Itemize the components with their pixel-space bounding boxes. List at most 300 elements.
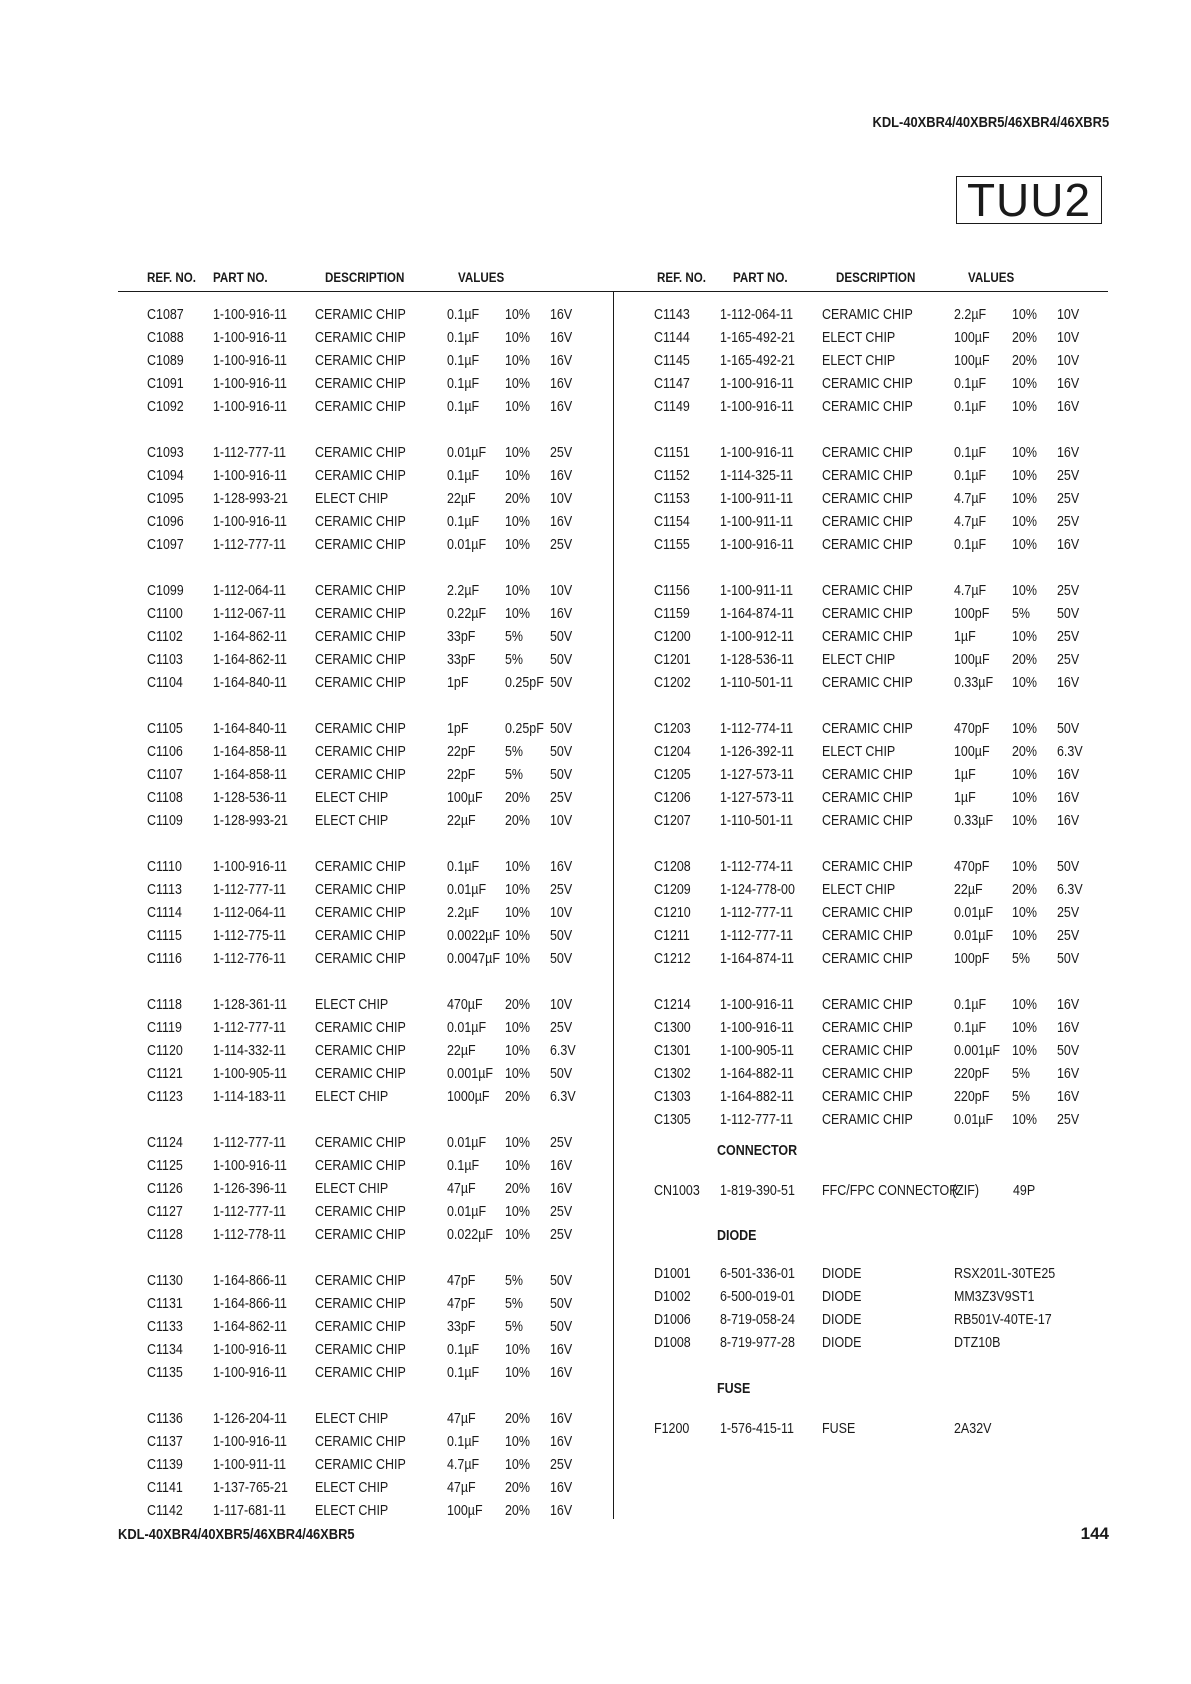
part-no: 1-164-866-11 xyxy=(213,1296,287,1312)
description: CERAMIC CHIP xyxy=(315,744,406,760)
part-no: 1-100-916-11 xyxy=(213,1434,287,1450)
tolerance: 10% xyxy=(1012,928,1037,944)
value: 0.001µF xyxy=(447,1066,494,1082)
description: ELECT CHIP xyxy=(315,1181,389,1197)
tolerance: 10% xyxy=(505,399,530,415)
value: 100µF xyxy=(447,1503,483,1519)
table-row xyxy=(0,1333,1191,1353)
tolerance: 5% xyxy=(505,1319,524,1335)
table-row xyxy=(147,1225,642,1245)
part-no: 1-100-916-11 xyxy=(720,376,794,392)
part-no: 1-100-916-11 xyxy=(720,997,794,1013)
table-row xyxy=(147,1202,642,1222)
table-row xyxy=(147,1156,642,1176)
table-row xyxy=(0,1310,1191,1330)
ref-no: C1204 xyxy=(654,744,691,760)
tolerance: 10% xyxy=(1012,491,1037,507)
table-row xyxy=(654,1064,1149,1084)
table-row xyxy=(654,673,1149,693)
part-no: 1-112-777-11 xyxy=(213,537,287,553)
table-row xyxy=(654,328,1149,348)
part-no: 1-164-862-11 xyxy=(213,1319,287,1335)
tolerance: 10% xyxy=(505,606,530,622)
value: RB501V-40TE-17 xyxy=(954,1312,1052,1328)
table-row xyxy=(654,351,1149,371)
description: CERAMIC CHIP xyxy=(315,951,406,967)
description: CERAMIC CHIP xyxy=(822,468,913,484)
rating: 25V xyxy=(1057,1112,1080,1128)
ref-no: C1119 xyxy=(147,1020,182,1036)
tolerance: 10% xyxy=(505,1158,530,1174)
description: ELECT CHIP xyxy=(315,997,389,1013)
ref-no: C1099 xyxy=(147,583,184,599)
value: 0.01µF xyxy=(954,1112,994,1128)
part-no: 1-112-774-11 xyxy=(720,721,794,737)
rating: 16V xyxy=(1057,376,1080,392)
part-no: 1-100-916-11 xyxy=(213,376,287,392)
part-no: 1-164-882-11 xyxy=(720,1066,794,1082)
description: DIODE xyxy=(822,1335,862,1351)
ref-no: C1203 xyxy=(654,721,691,737)
ref-no: C1143 xyxy=(654,307,690,323)
rating: 25V xyxy=(550,1135,573,1151)
ref-no: C1208 xyxy=(654,859,691,875)
ref-no: C1214 xyxy=(654,997,691,1013)
value: 1pF xyxy=(447,675,469,691)
part-no: 1-576-415-11 xyxy=(720,1421,794,1437)
part-no: 1-112-777-11 xyxy=(720,928,794,944)
part-no: 1-100-916-11 xyxy=(720,445,794,461)
rating: 25V xyxy=(1057,583,1080,599)
col-part-header-right: PART NO. xyxy=(733,270,788,285)
ref-no: C1131 xyxy=(147,1296,183,1312)
table-row xyxy=(147,489,642,509)
part-no: 1-110-501-11 xyxy=(720,813,794,829)
value: 1000µF xyxy=(447,1089,490,1105)
value: 4.7µF xyxy=(954,583,987,599)
tolerance: 10% xyxy=(505,353,530,369)
part-no: 1-164-874-11 xyxy=(720,606,794,622)
part-no: 1-112-776-11 xyxy=(213,951,287,967)
value: 220pF xyxy=(954,1089,990,1105)
rating: 16V xyxy=(550,1365,573,1381)
tolerance: 10% xyxy=(505,1020,530,1036)
part-no: 6-501-336-01 xyxy=(720,1266,795,1282)
description: CERAMIC CHIP xyxy=(315,537,406,553)
part-no: 1-100-916-11 xyxy=(720,399,794,415)
rating: 25V xyxy=(550,1020,573,1036)
part-no: 1-165-492-21 xyxy=(720,353,795,369)
ref-no: C1211 xyxy=(654,928,690,944)
rating: 50V xyxy=(550,1273,573,1289)
tolerance: 20% xyxy=(1012,353,1037,369)
part-no: 1-128-993-21 xyxy=(213,491,288,507)
value: 0.1µF xyxy=(954,376,987,392)
table-row xyxy=(147,627,642,647)
tolerance: 10% xyxy=(505,330,530,346)
value: 0.01µF xyxy=(447,537,487,553)
rating: 50V xyxy=(550,629,573,645)
col-ref-header-right: REF. NO. xyxy=(657,270,707,285)
rating: 16V xyxy=(550,399,573,415)
table-row xyxy=(654,926,1149,946)
part-no: 1-110-501-11 xyxy=(720,675,794,691)
col-desc-header: DESCRIPTION xyxy=(325,270,405,285)
ref-no: C1100 xyxy=(147,606,183,622)
value: DTZ10B xyxy=(954,1335,1001,1351)
table-row xyxy=(654,765,1149,785)
value: 47µF xyxy=(447,1480,476,1496)
tolerance: 5% xyxy=(1012,1089,1031,1105)
description: CERAMIC CHIP xyxy=(315,1066,406,1082)
tolerance: 20% xyxy=(505,491,530,507)
description: CERAMIC CHIP xyxy=(822,790,913,806)
part-no: 1-126-396-11 xyxy=(213,1181,287,1197)
table-row xyxy=(654,1087,1149,1107)
rating: 16V xyxy=(550,307,573,323)
description: CERAMIC CHIP xyxy=(315,330,406,346)
tolerance: 10% xyxy=(1012,1112,1037,1128)
part-no: 1-124-778-00 xyxy=(720,882,795,898)
tolerance: 10% xyxy=(1012,721,1037,737)
rating: 10V xyxy=(550,491,573,507)
tolerance: 20% xyxy=(505,1480,530,1496)
table-row xyxy=(654,811,1149,831)
description: CERAMIC CHIP xyxy=(315,882,406,898)
table-row xyxy=(147,512,642,532)
value: 0.1µF xyxy=(954,399,987,415)
table-row xyxy=(147,650,642,670)
tolerance: 5% xyxy=(505,652,524,668)
ref-no: D1001 xyxy=(654,1266,691,1282)
tolerance: 0.25pF xyxy=(505,721,544,737)
rating: 50V xyxy=(550,767,573,783)
table-row xyxy=(147,765,642,785)
part-no: 1-100-911-11 xyxy=(720,491,794,507)
part-no: 6-500-019-01 xyxy=(720,1289,795,1305)
tolerance: 10% xyxy=(1012,307,1037,323)
value: 0.01µF xyxy=(447,882,487,898)
tolerance: 10% xyxy=(505,1365,530,1381)
value: 100µF xyxy=(954,353,990,369)
tolerance: 10% xyxy=(505,1204,530,1220)
table-row xyxy=(147,903,642,923)
description: CERAMIC CHIP xyxy=(822,629,913,645)
table-row xyxy=(147,1041,642,1061)
value: 47pF xyxy=(447,1296,476,1312)
description: CERAMIC CHIP xyxy=(822,675,913,691)
table-row xyxy=(654,903,1149,923)
description: CERAMIC CHIP xyxy=(822,1020,913,1036)
tolerance: 5% xyxy=(505,1296,524,1312)
rating: 16V xyxy=(550,1181,573,1197)
description: ELECT CHIP xyxy=(822,330,896,346)
value: 0.022µF xyxy=(447,1227,494,1243)
tolerance: 10% xyxy=(1012,629,1037,645)
part-no: 1-117-681-11 xyxy=(213,1503,287,1519)
part-no: 1-164-882-11 xyxy=(720,1089,794,1105)
ref-no: C1205 xyxy=(654,767,691,783)
value: 0.001µF xyxy=(954,1043,1001,1059)
description: FFC/FPC CONNECTOR xyxy=(822,1183,959,1199)
rating: 25V xyxy=(1057,468,1080,484)
description: CERAMIC CHIP xyxy=(315,514,406,530)
part-no: 1-114-183-11 xyxy=(213,1089,287,1105)
rating: 10V xyxy=(550,997,573,1013)
tolerance: 10% xyxy=(1012,859,1037,875)
ref-no: C1120 xyxy=(147,1043,183,1059)
tolerance: 20% xyxy=(1012,330,1037,346)
table-row xyxy=(147,742,642,762)
tolerance: 10% xyxy=(1012,376,1037,392)
description: CERAMIC CHIP xyxy=(822,1066,913,1082)
ref-no: C1095 xyxy=(147,491,184,507)
tolerance: 20% xyxy=(505,1503,530,1519)
ref-no: C1124 xyxy=(147,1135,183,1151)
description: CERAMIC CHIP xyxy=(315,1319,406,1335)
description: CERAMIC CHIP xyxy=(315,629,406,645)
description: CERAMIC CHIP xyxy=(315,767,406,783)
description: CERAMIC CHIP xyxy=(315,1227,406,1243)
table-row xyxy=(654,742,1149,762)
value: 100pF xyxy=(954,606,990,622)
description: CERAMIC CHIP xyxy=(315,399,406,415)
ref-no: C1155 xyxy=(654,537,690,553)
table-row xyxy=(147,443,642,463)
description: CERAMIC CHIP xyxy=(315,1158,406,1174)
tolerance: 10% xyxy=(505,1457,530,1473)
board-name-box: TUU2 xyxy=(956,176,1102,224)
description: DIODE xyxy=(822,1312,862,1328)
part-no: 1-100-916-11 xyxy=(213,1342,287,1358)
tolerance: 10% xyxy=(1012,445,1037,461)
part-no: 1-128-993-21 xyxy=(213,813,288,829)
table-row xyxy=(654,880,1149,900)
tolerance: 20% xyxy=(505,813,530,829)
description: CERAMIC CHIP xyxy=(822,1043,913,1059)
ref-no: C1108 xyxy=(147,790,183,806)
ref-no: C1114 xyxy=(147,905,182,921)
model-footer: KDL-40XBR4/40XBR5/46XBR4/46XBR5 xyxy=(118,1526,355,1543)
value: 1pF xyxy=(447,721,469,737)
ref-no: C1154 xyxy=(654,514,690,530)
rating: 25V xyxy=(1057,491,1080,507)
description: CERAMIC CHIP xyxy=(315,652,406,668)
table-row xyxy=(654,604,1149,624)
description: CERAMIC CHIP xyxy=(315,905,406,921)
part-no: 8-719-977-28 xyxy=(720,1335,795,1351)
rating: 25V xyxy=(1057,629,1080,645)
part-no: 1-112-064-11 xyxy=(213,905,287,921)
table-row xyxy=(147,995,642,1015)
ref-no: C1144 xyxy=(654,330,690,346)
rating: 50V xyxy=(550,928,573,944)
description: CERAMIC CHIP xyxy=(315,1434,406,1450)
part-no: 1-100-916-11 xyxy=(213,307,287,323)
tolerance: 10% xyxy=(505,1135,530,1151)
ref-no: C1118 xyxy=(147,997,182,1013)
table-row xyxy=(0,1419,1191,1439)
description: CERAMIC CHIP xyxy=(822,399,913,415)
rating: 16V xyxy=(550,330,573,346)
part-no: 1-112-778-11 xyxy=(213,1227,287,1243)
value: RSX201L-30TE25 xyxy=(954,1266,1056,1282)
table-row xyxy=(147,880,642,900)
ref-no: C1123 xyxy=(147,1089,183,1105)
description: CERAMIC CHIP xyxy=(315,1365,406,1381)
rating: 50V xyxy=(550,675,573,691)
value: 0.1µF xyxy=(954,468,987,484)
description: CERAMIC CHIP xyxy=(822,445,913,461)
part-no: 1-164-862-11 xyxy=(213,652,287,668)
rating: 25V xyxy=(550,882,573,898)
table-row xyxy=(147,1363,642,1383)
part-no: 1-112-777-11 xyxy=(213,1204,287,1220)
rating: 10V xyxy=(1057,330,1080,346)
table-row xyxy=(654,857,1149,877)
ref-no: C1151 xyxy=(654,445,690,461)
value: 220pF xyxy=(954,1066,990,1082)
table-row xyxy=(654,1110,1149,1130)
col-ref-header: REF. NO. xyxy=(147,270,197,285)
table-row xyxy=(147,788,642,808)
tolerance: 10% xyxy=(505,468,530,484)
value: 1µF xyxy=(954,790,976,806)
description: CERAMIC CHIP xyxy=(822,997,913,1013)
table-row xyxy=(654,1041,1149,1061)
ref-no: C1137 xyxy=(147,1434,183,1450)
table-row xyxy=(147,466,642,486)
ref-no: C1115 xyxy=(147,928,182,944)
value: 1µF xyxy=(954,767,976,783)
description: CERAMIC CHIP xyxy=(822,905,913,921)
ref-no: C1300 xyxy=(654,1020,691,1036)
rating: 25V xyxy=(550,1227,573,1243)
rating: 50V xyxy=(1057,721,1080,737)
description: FUSE xyxy=(822,1421,856,1437)
rating: 50V xyxy=(550,951,573,967)
tolerance: 5% xyxy=(1012,1066,1031,1082)
ref-no: C1096 xyxy=(147,514,184,530)
rating: 50V xyxy=(550,744,573,760)
ref-no: C1153 xyxy=(654,491,690,507)
table-row xyxy=(654,397,1149,417)
tolerance: 20% xyxy=(505,1089,530,1105)
rating: 16V xyxy=(1057,767,1080,783)
part-no: 1-100-911-11 xyxy=(720,583,794,599)
tolerance: 20% xyxy=(505,1411,530,1427)
value: 0.1µF xyxy=(447,399,480,415)
ref-no: D1006 xyxy=(654,1312,691,1328)
part-no: 1-126-392-11 xyxy=(720,744,794,760)
tolerance: 10% xyxy=(1012,1043,1037,1059)
part-no: 1-112-774-11 xyxy=(720,859,794,875)
value: MM3Z3V9ST1 xyxy=(954,1289,1035,1305)
table-row xyxy=(654,374,1149,394)
part-no: 1-100-905-11 xyxy=(213,1066,287,1082)
rating: 16V xyxy=(1057,1020,1080,1036)
ref-no: C1109 xyxy=(147,813,183,829)
rating: 6.3V xyxy=(550,1089,576,1105)
description: CERAMIC CHIP xyxy=(315,721,406,737)
table-row xyxy=(147,949,642,969)
value: 0.1µF xyxy=(447,1342,480,1358)
ref-no: C1121 xyxy=(147,1066,183,1082)
part-no: 1-819-390-51 xyxy=(720,1183,795,1199)
table-row xyxy=(654,1018,1149,1038)
table-row xyxy=(147,374,642,394)
ref-no: C1147 xyxy=(654,376,690,392)
rating: 16V xyxy=(550,353,573,369)
ref-no: D1002 xyxy=(654,1289,691,1305)
tolerance: 10% xyxy=(505,583,530,599)
part-no: 1-114-332-11 xyxy=(213,1043,287,1059)
table-row xyxy=(654,581,1149,601)
table-row xyxy=(654,719,1149,739)
ref-no: C1210 xyxy=(654,905,691,921)
part-no: 1-127-573-11 xyxy=(720,767,794,783)
rating: 16V xyxy=(550,606,573,622)
rating: 16V xyxy=(1057,1066,1080,1082)
ref-no: C1105 xyxy=(147,721,183,737)
tolerance: 10% xyxy=(505,905,530,921)
diode-section-title: DIODE xyxy=(717,1228,757,1244)
model-header: KDL-40XBR4/40XBR5/46XBR4/46XBR5 xyxy=(872,114,1109,131)
part-no: 1-164-866-11 xyxy=(213,1273,287,1289)
part-no: 1-100-916-11 xyxy=(213,399,287,415)
value: 0.1µF xyxy=(447,1158,480,1174)
description: CERAMIC CHIP xyxy=(822,514,913,530)
part-no: 1-112-777-11 xyxy=(213,1135,287,1151)
part-no: 1-128-536-11 xyxy=(213,790,287,806)
ref-no: C1127 xyxy=(147,1204,183,1220)
part-no: 1-100-916-11 xyxy=(720,537,794,553)
description: ELECT CHIP xyxy=(315,813,389,829)
description: CERAMIC CHIP xyxy=(315,1457,406,1473)
ref-no: C1200 xyxy=(654,629,691,645)
value: 0.33µF xyxy=(954,813,994,829)
rating: 16V xyxy=(550,376,573,392)
value: 100µF xyxy=(954,652,990,668)
value: 2A32V xyxy=(954,1421,992,1437)
value: 1µF xyxy=(954,629,976,645)
rating: 50V xyxy=(1057,951,1080,967)
description: CERAMIC CHIP xyxy=(315,583,406,599)
ref-no: C1093 xyxy=(147,445,184,461)
value: 2.2µF xyxy=(447,583,480,599)
rating: 50V xyxy=(550,721,573,737)
part-no: 1-137-765-21 xyxy=(213,1480,288,1496)
table-row xyxy=(654,466,1149,486)
description: CERAMIC CHIP xyxy=(315,376,406,392)
tolerance: 5% xyxy=(505,1273,524,1289)
description: ELECT CHIP xyxy=(822,744,896,760)
part-no: 1-164-858-11 xyxy=(213,744,287,760)
rating: 16V xyxy=(1057,997,1080,1013)
rating: 16V xyxy=(550,1158,573,1174)
value: 0.1µF xyxy=(447,376,480,392)
ref-no: C1212 xyxy=(654,951,691,967)
tolerance: 10% xyxy=(1012,399,1037,415)
value: 22µF xyxy=(447,813,476,829)
part-no: 1-126-204-11 xyxy=(213,1411,287,1427)
ref-no: C1091 xyxy=(147,376,184,392)
tolerance: 10% xyxy=(505,1227,530,1243)
ref-no: C1103 xyxy=(147,652,183,668)
description: ELECT CHIP xyxy=(315,1503,389,1519)
value: 0.01µF xyxy=(954,928,994,944)
rating: 25V xyxy=(550,537,573,553)
